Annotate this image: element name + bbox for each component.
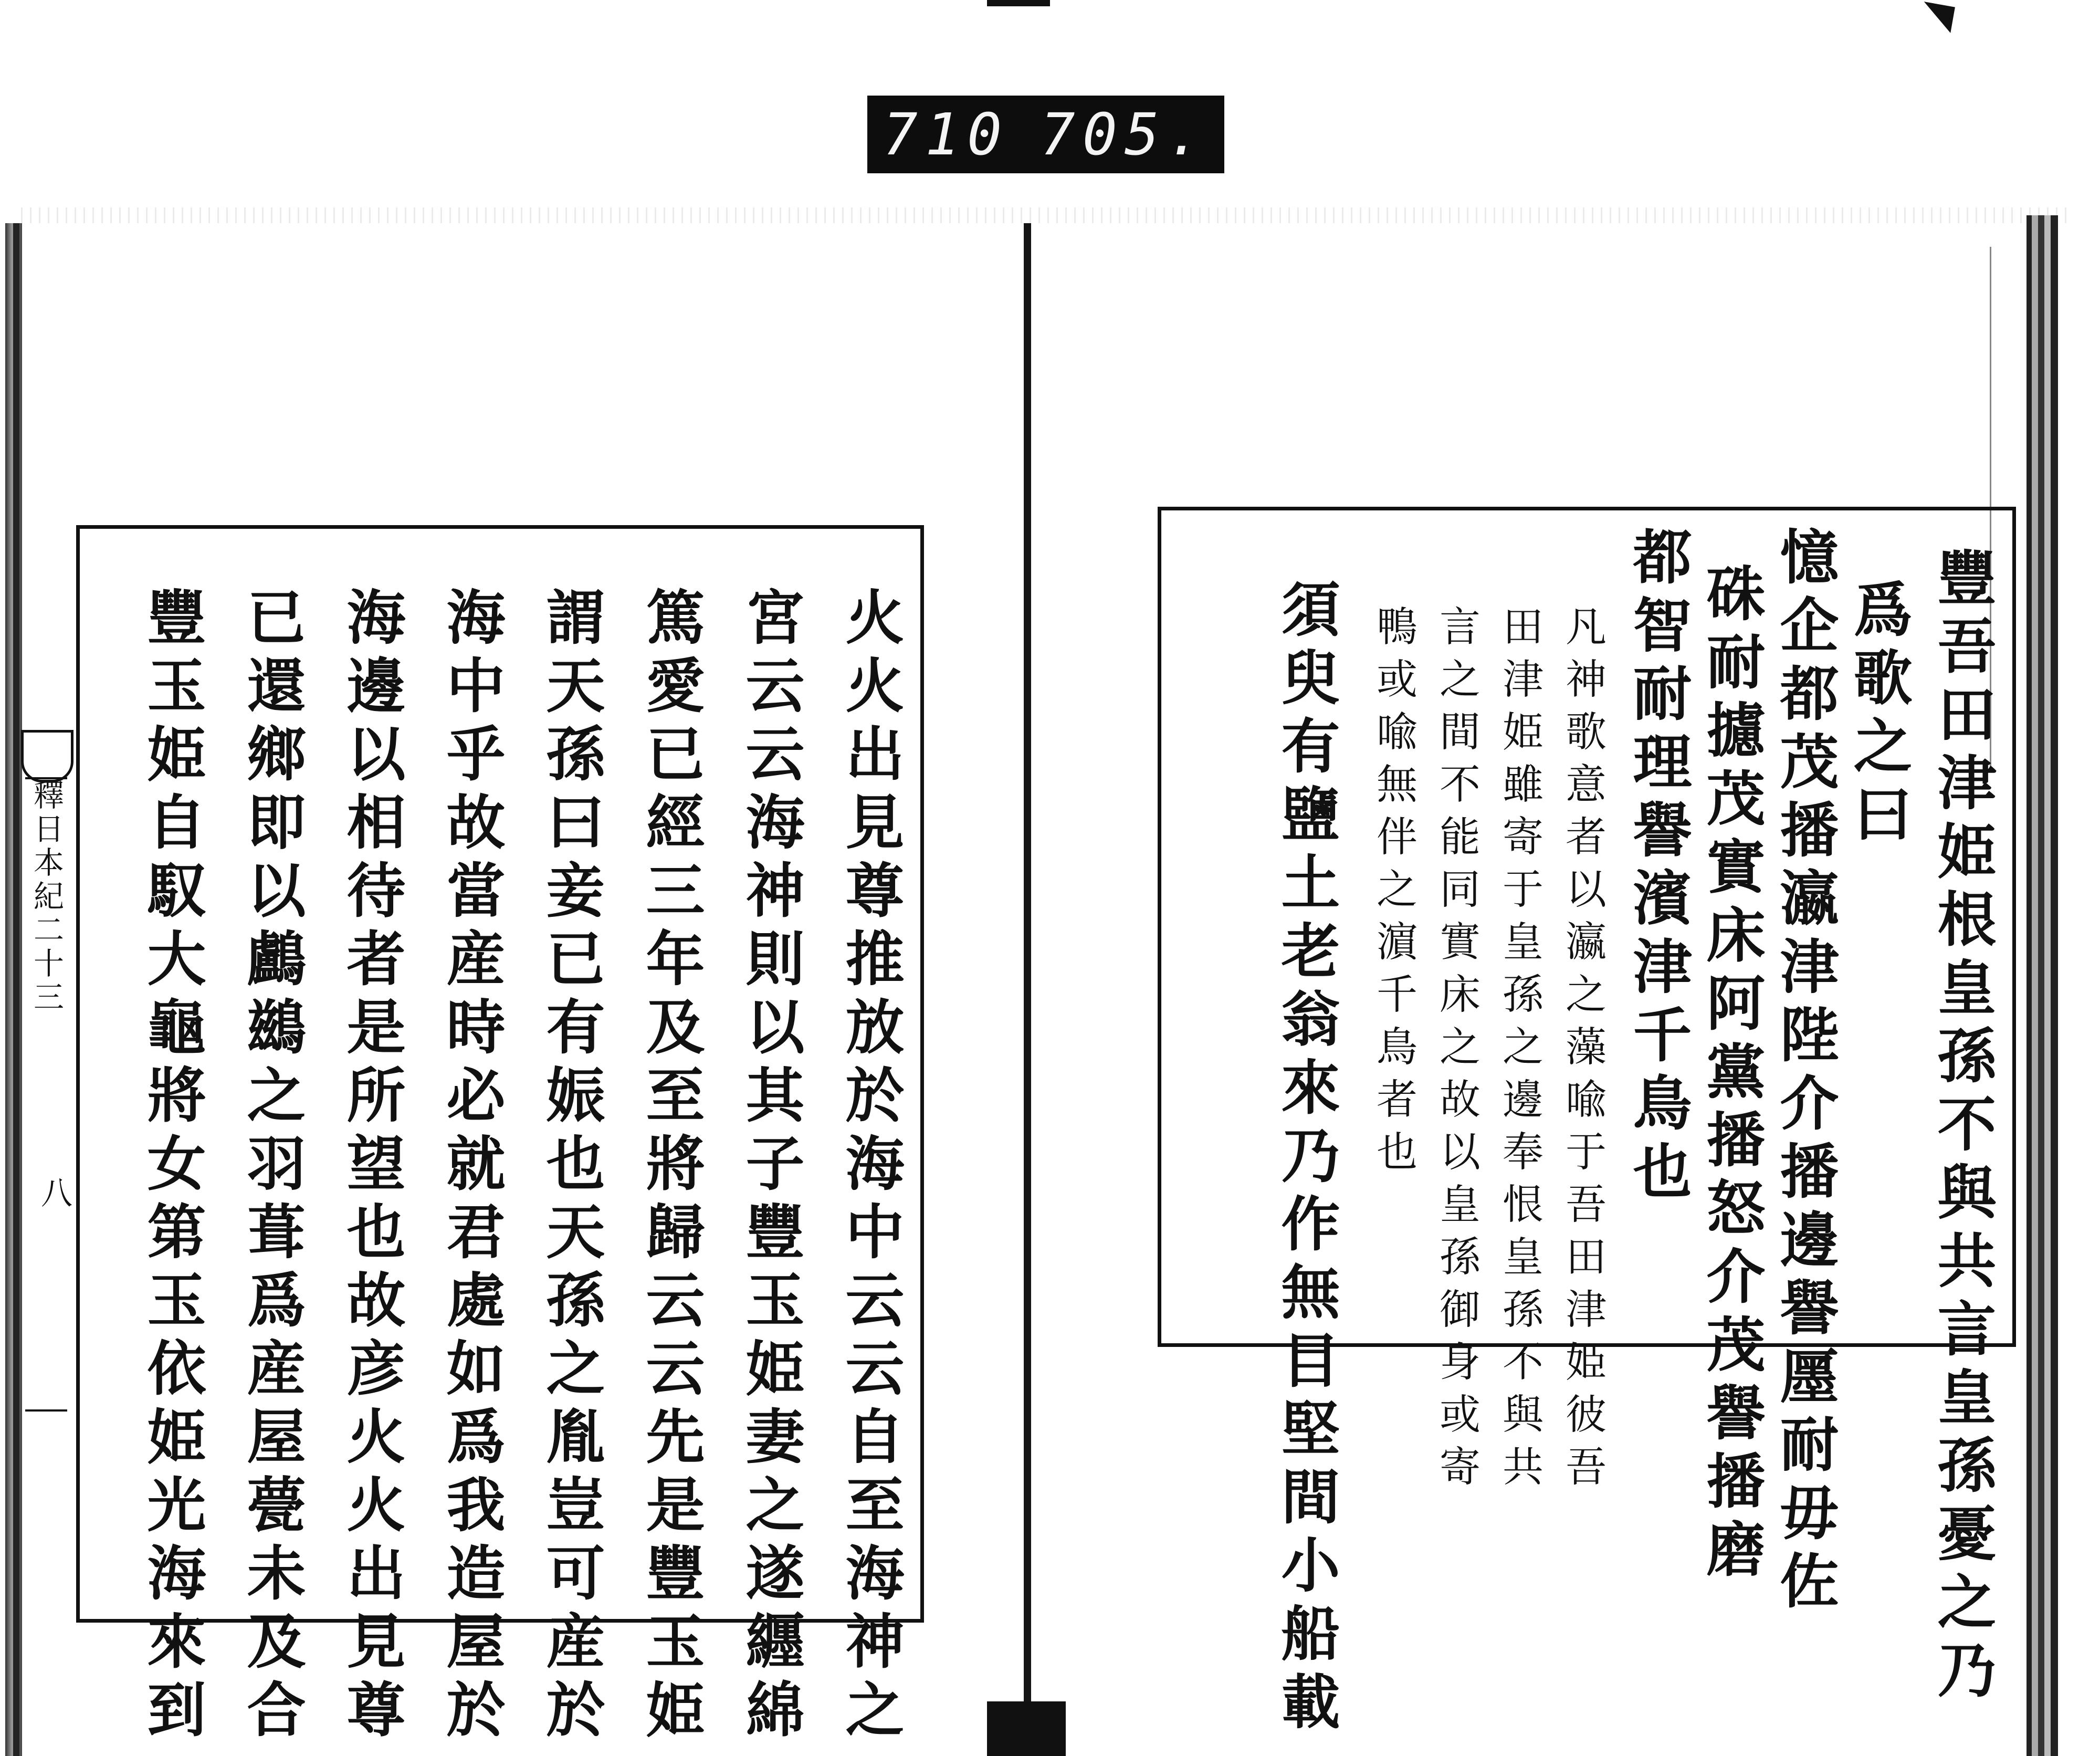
bottom-spine-mark: [987, 1701, 1066, 1756]
text-column: 鴨或喩無伴之濵千鳥者也: [1370, 605, 1417, 1183]
text-column: 都智耐理譽濱津千鳥也: [1623, 526, 1692, 1209]
text-column: 憶企都茂播瀛津陛介播邊譽㕓耐毋佐: [1770, 526, 1839, 1618]
text-column: 言之間不能同實床之故以皇孫御身或寄: [1433, 605, 1480, 1498]
folio-number: 八: [36, 1176, 72, 1208]
text-column: 謂天孫曰妾已有娠也天孫之胤豈可産於: [537, 587, 605, 1747]
margin-title: 釋日本紀二十三: [25, 777, 67, 1412]
text-column: 火火出見尊推放於海中云云自至海神之: [836, 587, 905, 1747]
top-spine-mark: [987, 0, 1050, 6]
left-text-frame: [76, 525, 924, 1747]
page-top-speckle: [21, 207, 2068, 223]
text-column: 田津姫雖寄于皇孫之邊奉恨皇孫不與共: [1496, 605, 1543, 1498]
text-column: 凡神歌意者以瀛之藻喩于吾田津姫彼吾: [1559, 605, 1606, 1498]
archive-number-right: 705.: [1040, 101, 1209, 168]
right-book-edge: [2026, 215, 2058, 1756]
book-spine: [1024, 223, 1031, 1756]
text-column: 豐玉姫自馭大龜將女第玉依姫光海來到: [138, 587, 206, 1747]
text-column: 宮云云海神則以其子豐玉姫妻之遂纒綿: [736, 587, 805, 1747]
text-column: 豐吾田津姫根皇孫不與共言皇孫憂之乃: [1928, 547, 1997, 1708]
right-text-frame: [1158, 507, 2016, 1739]
corner-mark: [1919, 2, 1955, 33]
text-column: 篤愛已經三年及至將歸云云先是豐玉姫: [636, 587, 705, 1747]
text-column: 爲歌之曰: [1844, 579, 1913, 852]
text-column: 海中乎故當産時必就君處如爲我造屋於: [437, 587, 506, 1747]
text-column: 海邊以相待者是所望也故彦火火出見尊: [337, 587, 406, 1747]
margin-tab: [21, 730, 74, 782]
archive-number-label: [867, 96, 1224, 173]
archive-number-left: 710: [883, 101, 1010, 168]
text-column: 須臾有鹽土老翁來乃作無目堅間小船載: [1272, 579, 1340, 1739]
text-column: 硃耐攄茂實床阿黨播怒介茂譽播磨: [1697, 563, 1766, 1587]
text-column: 已還鄉即以鸕鷀之羽葺爲産屋甍未及合: [237, 587, 306, 1747]
